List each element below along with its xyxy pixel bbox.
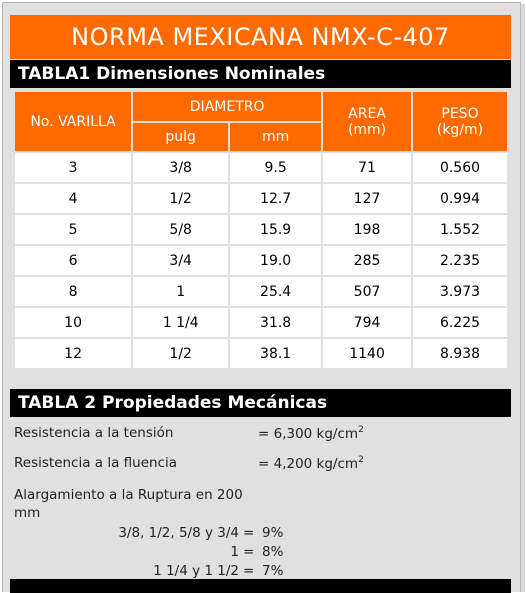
cell-mm: 38.1 <box>230 339 321 368</box>
cell-pulg: 1 <box>133 277 228 306</box>
header-area <box>323 92 411 151</box>
table-row <box>15 184 507 213</box>
elongation-row <box>14 525 314 543</box>
header-area-line2: (mm) <box>347 121 387 138</box>
cell-peso: 8.938 <box>413 339 507 368</box>
elongation-sizes: 3/8, 1/2, 5/8 y 3/4 <box>118 525 239 541</box>
cell-varilla: 4 <box>15 184 131 213</box>
cell-area: 507 <box>323 277 411 306</box>
panel-shadow <box>521 4 525 592</box>
cell-pulg: 3/4 <box>133 246 228 275</box>
cell-peso: 1.552 <box>413 215 507 244</box>
cell-peso: 3.973 <box>413 277 507 306</box>
cell-area: 127 <box>323 184 411 213</box>
header-pulg: pulg <box>133 123 228 151</box>
header-peso-line1: PESO <box>441 105 479 122</box>
tension-label: Resistencia a la tensión <box>14 425 174 441</box>
cell-varilla: 6 <box>15 246 131 275</box>
cell-mm: 9.5 <box>230 153 321 182</box>
cell-area: 198 <box>323 215 411 244</box>
cell-peso: 2.235 <box>413 246 507 275</box>
cell-pulg: 3/8 <box>133 153 228 182</box>
elongation-label: Alargamiento a la Ruptura en 200 mm <box>14 487 243 521</box>
cell-area: 285 <box>323 246 411 275</box>
cell-mm: 25.4 <box>230 277 321 306</box>
cell-mm: 31.8 <box>230 308 321 337</box>
table-row <box>15 308 507 337</box>
cell-mm: 19.0 <box>230 246 321 275</box>
table-row <box>15 339 507 368</box>
table1-heading: TABLA1 Dimensiones Nominales <box>10 60 511 88</box>
cell-mm: 12.7 <box>230 184 321 213</box>
elongation-value: 7% <box>262 563 284 579</box>
table2-heading: TABLA 2 Propiedades Mecánicas <box>10 389 511 417</box>
elongation-sizes: 1 1/4 y 1 1/2 <box>153 563 239 579</box>
cell-mm: 15.9 <box>230 215 321 244</box>
cell-area: 794 <box>323 308 411 337</box>
header-diametro: DIAMETRO <box>133 92 321 121</box>
tension-unit-exponent: 2 <box>358 425 364 435</box>
page-title: NORMA MEXICANA NMX-C-407 <box>10 15 511 59</box>
elongation-value: 8% <box>262 544 284 560</box>
elongation-equals: = <box>243 563 255 579</box>
header-varilla: No. VARILLA <box>15 92 131 151</box>
table-row <box>15 277 507 306</box>
dimensions-table <box>13 90 509 370</box>
next-section-heading <box>10 579 511 593</box>
fluencia-value-text: = 4,200 kg/cm <box>258 456 359 472</box>
cell-varilla: 8 <box>15 277 131 306</box>
cell-peso: 0.994 <box>413 184 507 213</box>
header-peso-line2: (kg/m) <box>436 121 484 138</box>
cell-area: 1140 <box>323 339 411 368</box>
table-row <box>15 246 507 275</box>
cell-pulg: 5/8 <box>133 215 228 244</box>
cell-pulg: 1/2 <box>133 339 228 368</box>
tension-value-text: = 6,300 kg/cm <box>258 426 359 442</box>
elongation-row <box>14 544 314 562</box>
elongation-equals: = <box>243 544 255 560</box>
cell-pulg: 1 1/4 <box>133 308 228 337</box>
header-area-line1: AREA <box>348 105 386 122</box>
table-row <box>15 215 507 244</box>
elongation-sizes: 1 <box>230 544 239 560</box>
cell-varilla: 5 <box>15 215 131 244</box>
cell-peso: 0.560 <box>413 153 507 182</box>
header-peso <box>413 92 507 151</box>
tension-value <box>258 425 364 442</box>
cell-pulg: 1/2 <box>133 184 228 213</box>
fluencia-label: Resistencia a la fluencia <box>14 455 178 471</box>
cell-area: 71 <box>323 153 411 182</box>
elongation-value: 9% <box>262 525 284 541</box>
fluencia-unit-exponent: 2 <box>358 455 364 465</box>
cell-peso: 6.225 <box>413 308 507 337</box>
cell-varilla: 3 <box>15 153 131 182</box>
table-row <box>15 153 507 182</box>
fluencia-value <box>258 455 364 472</box>
cell-varilla: 10 <box>15 308 131 337</box>
header-mm: mm <box>230 123 321 151</box>
cell-varilla: 12 <box>15 339 131 368</box>
elongation-equals: = <box>243 525 255 541</box>
